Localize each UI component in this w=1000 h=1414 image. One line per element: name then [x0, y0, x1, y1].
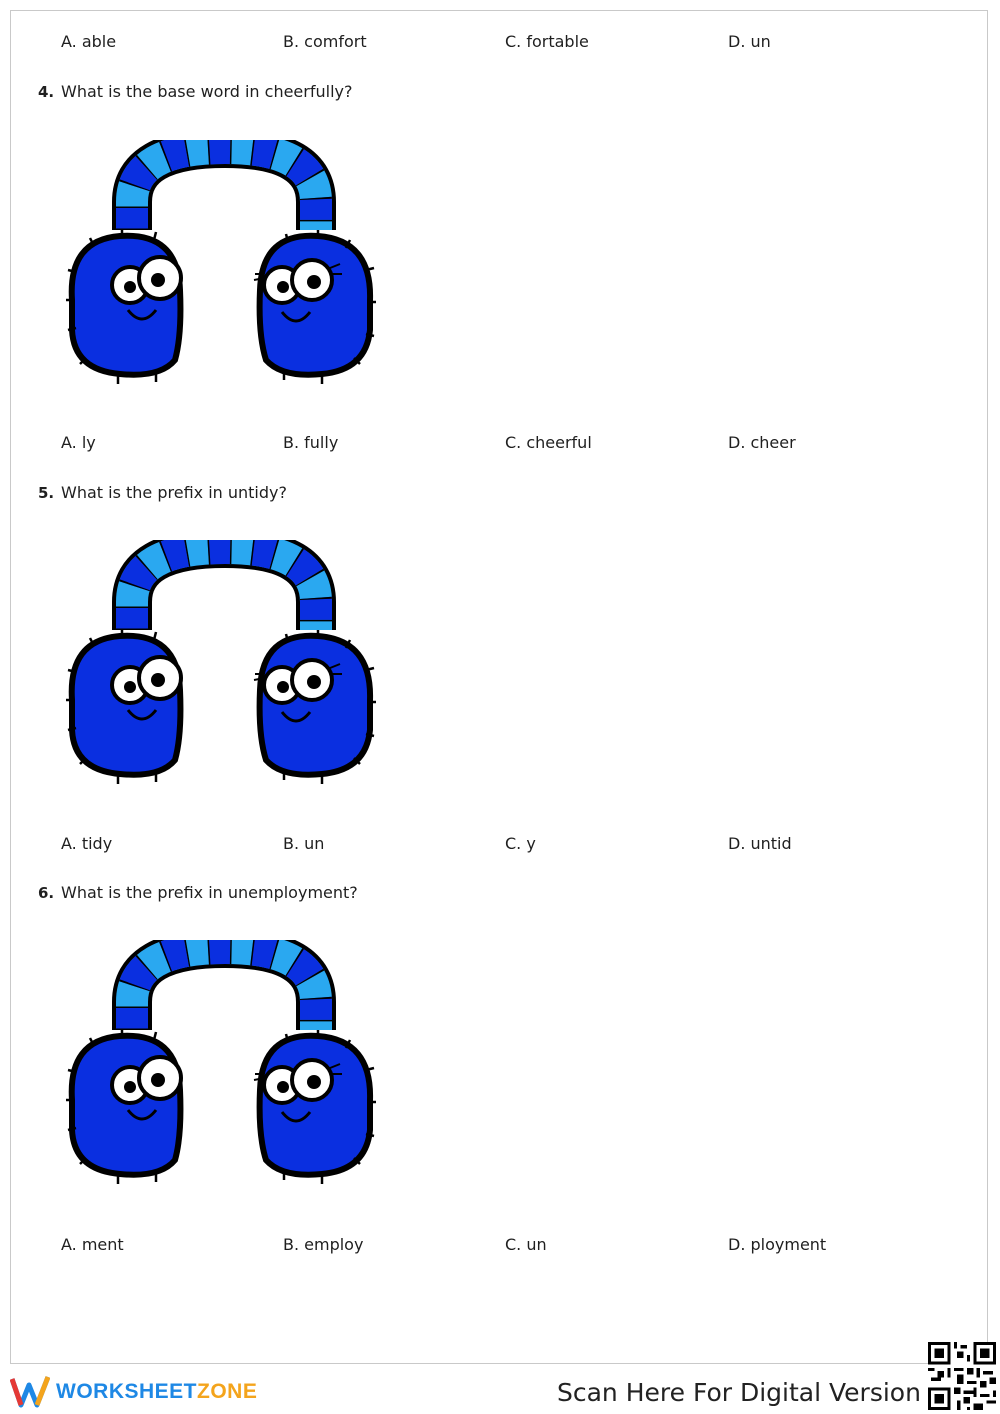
option-d[interactable]: D. un	[728, 32, 771, 51]
option-a[interactable]: A. able	[61, 32, 117, 51]
question-6	[38, 883, 638, 905]
option-d[interactable]: D. cheer	[728, 433, 796, 452]
options-row	[0, 433, 1000, 455]
option-b[interactable]: B. fully	[283, 433, 339, 452]
option-a[interactable]: A. tidy	[61, 834, 113, 853]
question-number: 4.	[38, 83, 55, 101]
question-4	[38, 82, 638, 104]
question-text: What is the base word in cheerfully?	[61, 82, 353, 101]
option-b[interactable]: B. un	[283, 834, 325, 853]
option-a[interactable]: A. ment	[61, 1235, 124, 1254]
options-row	[0, 32, 1000, 54]
option-d[interactable]: D. untid	[728, 834, 792, 853]
question-text: What is the prefix in untidy?	[61, 483, 287, 502]
option-a[interactable]: A. ly	[61, 433, 96, 452]
option-b[interactable]: B. employ	[283, 1235, 364, 1254]
logo-w-icon	[10, 1375, 50, 1409]
earmuffs-icon	[60, 140, 380, 390]
question-number: 5.	[38, 484, 55, 502]
worksheetzone-logo	[10, 1374, 257, 1410]
earmuffs-icon	[60, 540, 380, 790]
option-b[interactable]: B. comfort	[283, 32, 367, 51]
options-row	[0, 1235, 1000, 1257]
question-5	[38, 483, 638, 505]
earmuffs-icon	[60, 940, 380, 1190]
logo-text-worksheet: WORKSHEET	[56, 1380, 197, 1403]
question-number: 6.	[38, 884, 55, 902]
scan-instruction: Scan Here For Digital Version	[557, 1378, 921, 1407]
logo-text-zone: ZONE	[197, 1380, 258, 1403]
option-c[interactable]: C. y	[505, 834, 536, 853]
question-text: What is the prefix in unemployment?	[61, 883, 358, 902]
options-row	[0, 834, 1000, 856]
option-d[interactable]: D. ployment	[728, 1235, 827, 1254]
logo-text	[56, 1380, 257, 1404]
option-c[interactable]: C. un	[505, 1235, 547, 1254]
qr-code-icon[interactable]	[928, 1342, 996, 1410]
option-c[interactable]: C. fortable	[505, 32, 589, 51]
option-c[interactable]: C. cheerful	[505, 433, 592, 452]
